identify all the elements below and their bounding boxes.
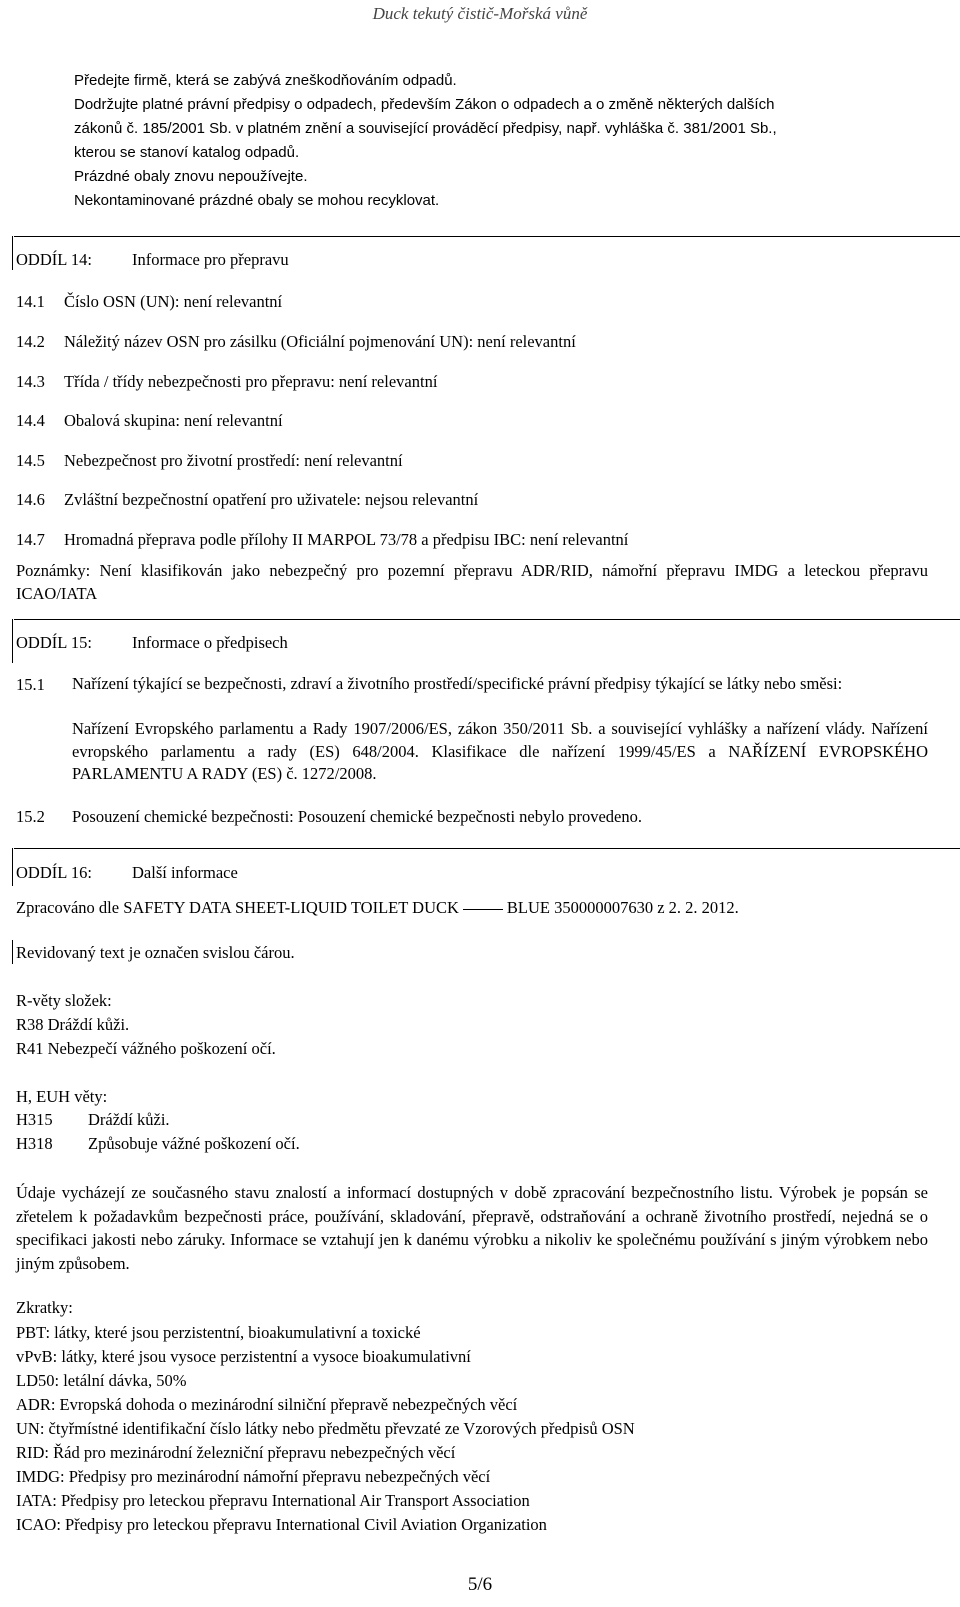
page-header-title: Duck tekutý čistič-Mořská vůně <box>372 4 588 23</box>
s13-line: Dodržujte platné právní předpisy o odpadech, především Zákon o odpadech a o změně některých dalších <box>74 96 775 113</box>
abbr-item: vPvB: látky, které jsou vysoce perzistentní a vysoce bioakumulativní <box>16 1347 471 1366</box>
s13-line: Prázdné obaly znovu nepoužívejte. <box>74 168 308 185</box>
strike-dash <box>463 909 503 910</box>
s13-line: Předejte firmě, která se zabývá zneškodňováním odpadů. <box>74 72 457 89</box>
section-title: Další informace <box>132 863 238 882</box>
abbr-item: LD50: letální dávka, 50% <box>16 1371 187 1390</box>
r-title: R-věty složek: <box>16 991 112 1010</box>
abbr-item: ICAO: Předpisy pro leteckou přepravu International Civil Aviation Organization <box>16 1515 547 1534</box>
section-title: Informace pro přepravu <box>132 250 289 269</box>
section-divider <box>14 848 960 849</box>
abbr-item: UN: čtyřmístné identifikační číslo látky nebo předmětu převzaté ze Vzorových předpisů OSN <box>16 1419 635 1438</box>
h-title: H, EUH věty: <box>16 1087 108 1106</box>
section-15-heading <box>16 632 288 654</box>
abbr-item: IMDG: Předpisy pro mezinárodní námořní přepravu nebezpečných věcí <box>16 1467 491 1486</box>
s13-line: zákonů č. 185/2001 Sb. v platném znění a související prováděcí předpisy, např. vyhláška č. 381/2001 Sb., <box>74 120 777 137</box>
s15-item-text: Posouzení chemické bezpečnosti: Posouzení chemické bezpečnosti nebylo provedeno. <box>72 807 642 826</box>
page-number: 5/6 <box>467 1574 493 1595</box>
s15-item-sub: Nařízení Evropského parlamentu a Rady 1907/2006/ES, zákon 350/2011 Sb. a související vyhlášky a nařízení vlády. Nařízení evropského parlamentu a rady (ES) 648/2004. Klasifikace dle nařízení 1999/45/ES a NAŘÍZENÍ EVROPSKÉHO PARLAMENTU A RADY (ES) č. 1272/2008. <box>72 719 928 783</box>
revision-bar <box>12 619 13 663</box>
h-item: H315 Dráždí kůži. <box>16 1110 170 1129</box>
s15-item-text: Nařízení týkající se bezpečnosti, zdraví a životního prostředí/specifické právní předpisy týkající se látky nebo směsi: <box>72 674 843 693</box>
r-item: R41 Nebezpečí vážného poškození očí. <box>16 1039 276 1058</box>
section-divider <box>14 236 960 237</box>
s13-line: kterou se stanoví katalog odpadů. <box>74 144 300 161</box>
section-label: ODDÍL 14: <box>16 250 92 269</box>
abbr-title: Zkratky: <box>16 1298 73 1317</box>
section-divider <box>14 619 960 620</box>
h-item: H318 Způsobuje vážné poškození očí. <box>16 1134 300 1153</box>
section-label: ODDÍL 16: <box>16 863 92 882</box>
s14-item: 14.4 Obalová skupina: není relevantní <box>16 411 283 430</box>
abbr-item: PBT: látky, které jsou perzistentní, bioakumulativní a toxické <box>16 1323 421 1342</box>
s15-item-num: 15.1 <box>16 675 45 694</box>
revision-bar <box>12 848 13 886</box>
s15-item-num: 15.2 <box>16 807 45 826</box>
s14-note: Poznámky: Není klasifikován jako nebezpečný pro pozemní přepravu ADR/RID, námořní přepravu IMDG a leteckou přepravu ICAO/IATA <box>16 561 928 603</box>
s14-item: 14.1 Číslo OSN (UN): není relevantní <box>16 292 283 311</box>
section-label: ODDÍL 15: <box>16 633 92 652</box>
abbr-item: ADR: Evropská dohoda o mezinárodní silniční přepravě nebezpečných věcí <box>16 1395 518 1414</box>
s13-line: Nekontaminované prázdné obaly se mohou recyklovat. <box>74 192 440 209</box>
revision-bar <box>12 236 13 270</box>
s14-item: 14.2 Náležitý název OSN pro zásilku (Oficiální pojmenování UN): není relevantní <box>16 332 576 351</box>
revision-bar <box>12 940 13 964</box>
abbr-item: IATA: Předpisy pro leteckou přepravu International Air Transport Association <box>16 1491 530 1510</box>
s16-disclaimer: Údaje vycházejí ze současného stavu znalostí a informací dostupných v době zpracování bezpečnostního listu. Výrobek je popsán se zřetelem k požadavkům bezpečnosti práce, používání, skladování, přepravě, odstraňování a ochraně životního prostředí, nejedná se o specifikaci jakosti nebo záruky. Informace se vztahují jen k danému výrobku a nikoliv ke společnému používání s jiným výrobkem nebo jiným způsobem. <box>16 1183 928 1273</box>
r-item: R38 Dráždí kůži. <box>16 1015 130 1034</box>
s16-revised-note: Revidovaný text je označen svislou čárou. <box>16 943 295 962</box>
section-14-heading <box>16 249 289 271</box>
s14-item: 14.6 Zvláštní bezpečnostní opatření pro uživatele: nejsou relevantní <box>16 490 479 509</box>
s14-item: 14.5 Nebezpečnost pro životní prostředí: není relevantní <box>16 451 403 470</box>
s16-source: Zpracováno dle SAFETY DATA SHEET-LIQUID TOILET DUCK BLUE 350000007630 z 2. 2. 2012. <box>16 898 739 917</box>
s14-item: 14.7 Hromadná přeprava podle přílohy II MARPOL 73/78 a předpisu IBC: není relevantní <box>16 530 629 549</box>
section-16-heading <box>16 862 238 884</box>
s14-item: 14.3 Třída / třídy nebezpečnosti pro přepravu: není relevantní <box>16 372 438 391</box>
abbr-item: RID: Řád pro mezinárodní železniční přepravu nebezpečných věcí <box>16 1443 456 1462</box>
section-title: Informace o předpisech <box>132 633 288 652</box>
